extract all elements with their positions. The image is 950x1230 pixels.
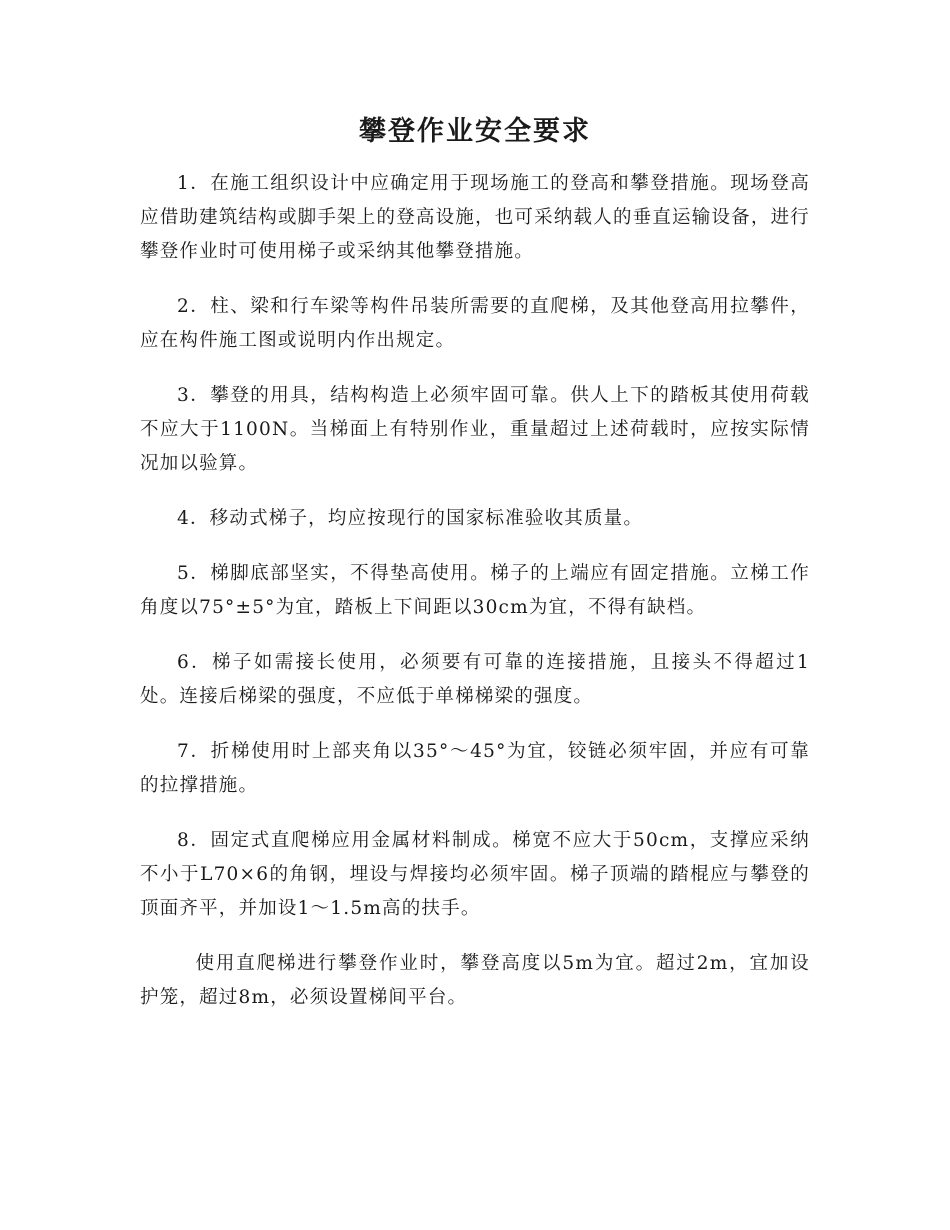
paragraph-7: 7．折梯使用时上部夹角以35°～45°为宜，铰链必须牢固，并应有可靠的拉撑措施。 xyxy=(140,741,810,796)
paragraph-2: 2．柱、梁和行车梁等构件吊装所需要的直爬梯，及其他登高用拉攀件，应在构件施工图或说明内作出规定。 xyxy=(140,296,810,351)
paragraph-4: 4．移动式梯子，均应按现行的国家标准验收其质量。 xyxy=(177,508,644,529)
paragraph-6: 6．梯子如需接长使用，必须要有可靠的连接措施，且接头不得超过1处。连接后梯梁的强度，不应低于单梯梯梁的强度。 xyxy=(140,652,810,707)
paragraph-3: 3．攀登的用具，结构构造上必须牢固可靠。供人上下的踏板其使用荷载不应大于1100N。当梯面上有特别作业，重量超过上述荷载时，应按实际情况加以验算。 xyxy=(140,385,810,474)
paragraph-9: 使用直爬梯进行攀登作业时，攀登高度以5m为宜。超过2m，宜加设护笼，超过8m，必须设置梯间平台。 xyxy=(140,953,810,1008)
document-title: 攀登作业安全要求 xyxy=(359,116,591,147)
paragraph-8: 8．固定式直爬梯应用金属材料制成。梯宽不应大于50cm，支撑应采纳不小于L70×6的角钢，埋设与焊接均必须牢固。梯子顶端的踏棍应与攀登的顶面齐平，并加设1～1.5m高的扶手。 xyxy=(140,830,810,919)
document-body xyxy=(140,167,810,1036)
paragraph-1: 1．在施工组织设计中应确定用于现场施工的登高和攀登措施。现场登高应借助建筑结构或脚手架上的登高设施，也可采纳载人的垂直运输设备，进行攀登作业时可使用梯子或采纳其他攀登措施。 xyxy=(140,173,810,262)
paragraph-5: 5．梯脚底部坚实，不得垫高使用。梯子的上端应有固定措施。立梯工作角度以75°±5°为宜，踏板上下间距以30cm为宜，不得有缺档。 xyxy=(140,563,810,618)
